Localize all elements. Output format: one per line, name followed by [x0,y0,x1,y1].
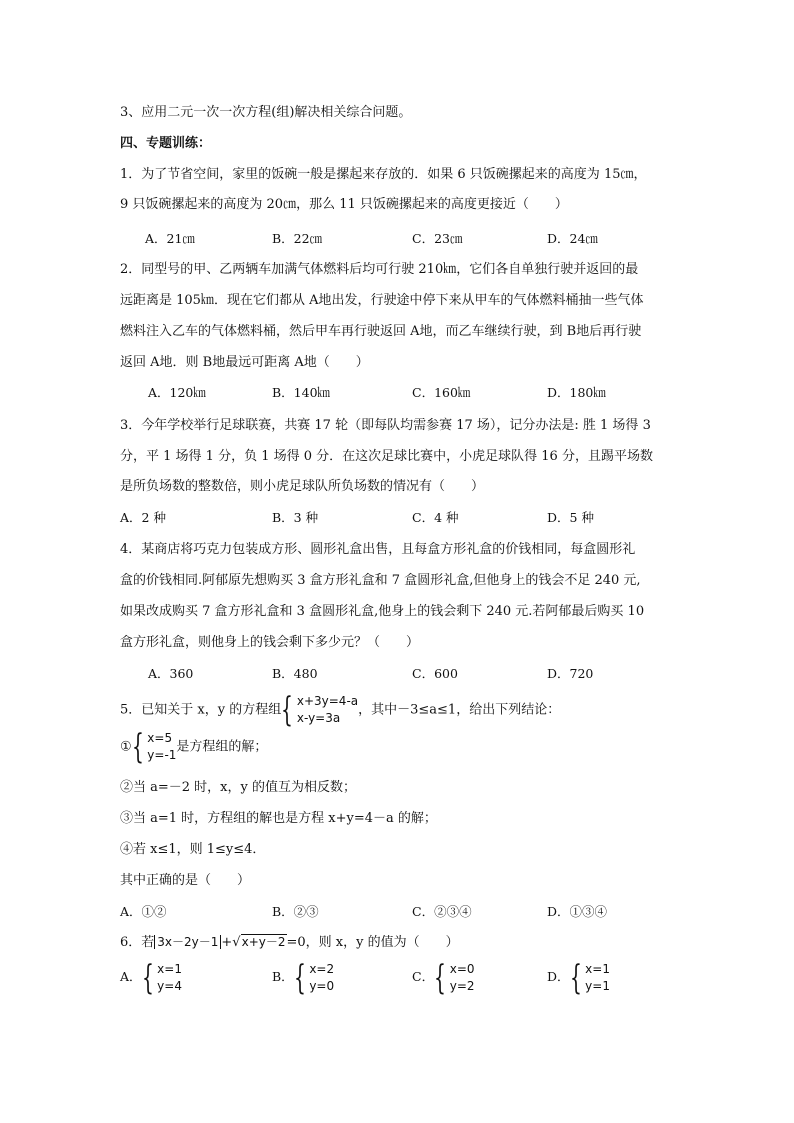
left-brace-icon: { [141,957,154,998]
q4-line3: 如果改成购买 7 盒方形礼盒和 3 盒圆形礼盒,他身上的钱会剩下 240 元.若阿郁最后购买 10 [120,604,645,619]
q4-option-b: B．480 [272,666,318,681]
q5-c1-prefix: ① [120,739,132,755]
q6-option-a-label: A． [120,969,142,984]
q5-which: 其中正确的是（ ） [120,873,251,888]
q4-option-d: D．720 [547,666,594,681]
q6-b-row-2: y=0 [309,978,335,993]
q4-option-a: A．360 [148,666,194,681]
q5-equation-1: x+3y=4-a [296,694,359,708]
q6-option-d-system [569,957,610,998]
left-brace-icon: { [293,957,306,998]
q2-option-c: C．160㎞ [412,385,471,400]
q2-line4: 返回 A地．则 B地最远可距离 A地（ ） [120,355,369,370]
q5-conclusion-4: ④若 x≤1，则 1≤y≤4． [120,842,266,857]
sqrt-icon: √ [232,935,241,950]
q6-option-b-system [293,957,335,998]
q5-c1-row-2: y=-1 [147,748,177,762]
q2-line3: 燃料注入乙车的气体燃料桶，然后甲车再行驶返回 A地，而乙车继续行驶，到 B地后再行驶 [120,324,642,339]
q5-option-d: D．①③④ [547,904,608,919]
q5-conclusion-1 [120,727,268,767]
q6-option-c [412,957,475,998]
q6-d-row-1: x=1 [585,961,610,976]
q6-b-row-1: x=2 [309,961,335,976]
q6-plus: + [221,935,233,950]
q6-c-row-1: x=0 [449,961,475,976]
q2-line2: 远距离是 105㎞．现在它们都从 A地出发，行驶途中停下来从甲车的气体燃料桶抽一些气体 [120,293,644,308]
q6-radicand: x+y－2 [241,935,286,949]
q6-stem [120,933,459,953]
q6-option-b [272,957,335,998]
q2-option-a: A．120㎞ [148,385,206,400]
q6-a-row-1: x=1 [157,961,182,976]
q3-line2: 分，平 1 场得 1 分，负 1 场得 0 分．在这次足球比赛中，小虎足球队得 16 分，且踢平场数 [120,449,653,464]
q5-equation-system [281,690,359,730]
q3-option-a: A．2 种 [120,510,166,525]
q6-prefix: 6．若 [120,935,155,950]
left-brace-icon: { [281,690,294,730]
q4-line1: 4．某商店将巧克力包装成方形、圆形礼盒出售，且每盒方形礼盒的价钱相同，每盒圆形礼 [120,542,636,557]
q5-option-c: C．②③④ [412,904,472,919]
left-brace-icon: { [569,957,582,998]
q4-option-c: C．600 [412,666,458,681]
q6-c-row-2: y=2 [449,978,475,993]
left-brace-icon: { [131,727,144,767]
q5-option-b: B．②③ [272,904,319,919]
q6-option-c-system [434,957,475,998]
q5-c1-system [131,727,177,767]
q6-option-b-label: B． [272,969,294,984]
learning-goal-3: 3、应用二元一次一次方程(组)解决相关综合问题。 [120,105,412,120]
q3-option-c: C．4 种 [412,510,459,525]
q5-c1-suffix: 是方程组的解； [176,739,268,755]
q2-line1: 2．同型号的甲、乙两辆车加满气体燃料后均可行驶 210㎞，它们各自单独行驶并返回的最 [120,262,639,277]
q1-line1: 1．为了节省空间，家里的饭碗一般是摞起来存放的．如果 6 只饭碗摞起来的高度为 15㎝， [120,167,647,182]
q5-conclusion-3: ③当 a=1 时，方程组的解也是方程 x+y=4－a 的解； [120,811,437,826]
q2-option-d: D．180㎞ [547,385,606,400]
q6-suffix: =0，则 x，y 的值为（ ） [286,935,459,950]
section-title: 四、专题训练： [120,136,212,151]
q2-option-b: B．140㎞ [272,385,331,400]
q6-a-row-2: y=4 [157,978,182,993]
q4-line4: 盒方形礼盒，则他身上的钱会剩下多少元？（ ） [120,635,420,650]
q6-option-d [547,957,610,998]
q1-option-c: C．23㎝ [412,231,463,246]
q5-stem-before: 5．已知关于 x，y 的方程组 [120,702,282,718]
q3-line1: 3．今年学校举行足球联赛，共赛 17 轮（即每队均需参赛 17 场），记分办法是: 胜 1 场得 3 [120,418,651,433]
q5-stem-after: ，其中－3≤a≤1，给出下列结论： [358,702,561,718]
q6-absolute-value: 3x－2y－1 [154,935,221,949]
q6-option-c-label: C． [412,969,435,984]
q1-option-b: B．22㎝ [272,231,323,246]
q5-conclusion-2: ②当 a=－2 时，x，y 的值互为相反数； [120,780,356,795]
q3-line3: 是所负场数的整数倍，则小虎足球队所负场数的情况有（ ） [120,479,485,494]
q3-option-b: B．3 种 [272,510,319,525]
q1-line2: 9 只饭碗摞起来的高度为 20㎝，那么 11 只饭碗摞起来的高度更接近（ ） [120,197,568,212]
q5-option-a: A．①② [120,904,167,919]
q6-option-a-system [141,957,182,998]
q5-stem [120,690,561,730]
q3-option-d: D．5 种 [547,510,594,525]
q4-line2: 盒的价钱相同.阿郁原先想购买 3 盒方形礼盒和 7 盒圆形礼盒,但他身上的钱会不足 240 元, [120,573,641,588]
q1-option-a: A．21㎝ [145,231,195,246]
q6-option-a [120,957,182,998]
left-brace-icon: { [434,957,446,998]
q5-equation-2: x-y=3a [296,711,341,725]
q6-d-row-2: y=1 [585,978,610,993]
q5-c1-row-1: x=5 [147,731,173,745]
q1-option-d: D．24㎝ [547,231,598,246]
q6-option-d-label: D． [547,969,570,984]
